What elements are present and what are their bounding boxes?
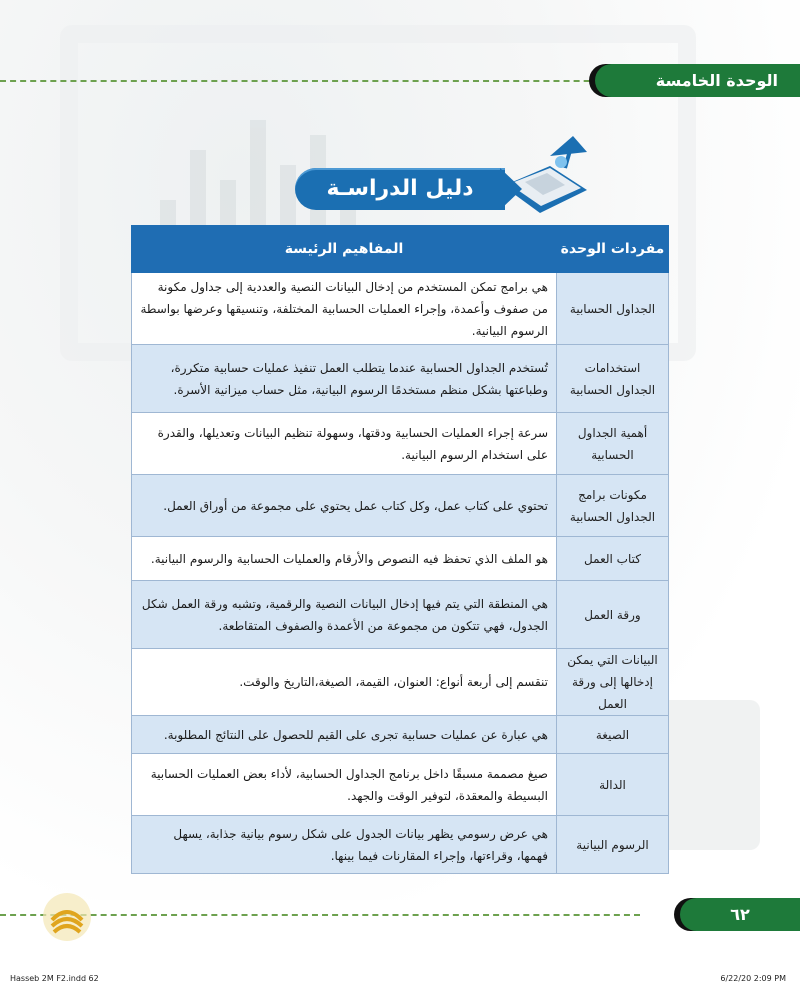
table-row xyxy=(132,649,669,716)
table-row xyxy=(132,581,669,649)
table-row xyxy=(132,754,669,816)
table-row xyxy=(132,273,669,345)
definition-cell: صيغ مصممة مسبقًا داخل برنامج الجداول الحسابية، لأداء بعض العمليات الحسابية البسيطة والمعقدة، لتوفير الوقت والجهد. xyxy=(132,754,557,816)
term-cell: الدالة xyxy=(557,754,669,816)
term-cell: استخدامات الجداول الحسابية xyxy=(557,345,669,413)
definition-cell: تحتوي على كتاب عمل، وكل كتاب عمل يحتوي على مجموعة من أوراق العمل. xyxy=(132,475,557,537)
definition-cell: هي عرض رسومي يظهر بيانات الجدول على شكل رسوم بيانية جذابة، يسهل فهمها، وقراءتها، وإجراء المقارنات فيما بينها. xyxy=(132,816,557,874)
definition-cell: سرعة إجراء العمليات الحسابية ودقتها، وسهولة تنظيم البيانات وتعديلها، والقدرة على استخدام الرسوم البيانية. xyxy=(132,413,557,475)
table-row xyxy=(132,413,669,475)
unit-tab: الوحدة الخامسة xyxy=(595,64,800,97)
definition-cell: هي برامج تمكن المستخدم من إدخال البيانات النصية والعددية إلى جداول مكونة من صفوف وأعمدة، وإجراء العمليات الحسابية المختلفة، وتنسيقها وعرضها بواسطة الرسوم البيانية. xyxy=(132,273,557,345)
term-cell: ورقة العمل xyxy=(557,581,669,649)
publisher-logo-icon xyxy=(40,890,95,945)
top-dashed-rule xyxy=(0,80,640,82)
term-cell: أهمية الجداول الحسابية xyxy=(557,413,669,475)
banner-arrow xyxy=(500,168,522,210)
definition-cell: هو الملف الذي تحفظ فيه النصوص والأرقام والعمليات الحسابية والرسوم البيانية. xyxy=(132,537,557,581)
term-cell: الصيغة xyxy=(557,716,669,754)
term-cell: الجداول الحسابية xyxy=(557,273,669,345)
table-header-row xyxy=(132,226,669,273)
table-row xyxy=(132,475,669,537)
file-info: Hasseb 2M F2.indd 62 xyxy=(10,974,99,983)
definition-cell: هي المنطقة التي يتم فيها إدخال البيانات النصية والرقمية، وتشبه ورقة العمل شكل الجدول، فهي تتكون من مجموعة من الأعمدة والصفوف المتقاطعة. xyxy=(132,581,557,649)
definition-cell: تنقسم إلى أربعة أنواع: العنوان، القيمة، الصيغة،التاريخ والوقت. xyxy=(132,649,557,716)
term-cell: كتاب العمل xyxy=(557,537,669,581)
bottom-dashed-rule xyxy=(0,914,640,916)
definition-cell: تُستخدم الجداول الحسابية عندما يتطلب العمل تنفيذ عمليات حسابية متكررة، وطباعتها بشكل منظم مستخدمًا الرسوم البيانية، مثل حساب ميزانية الأسرة. xyxy=(132,345,557,413)
column-header-terms: مفردات الوحدة xyxy=(557,226,669,273)
table-row xyxy=(132,537,669,581)
study-guide-banner: دليل الدراسـة xyxy=(295,168,505,210)
table-row xyxy=(132,816,669,874)
definition-cell: هي عبارة عن عمليات حسابية تجرى على القيم للحصول على النتائج المطلوبة. xyxy=(132,716,557,754)
table-row xyxy=(132,345,669,413)
term-cell: مكونات برامج الجداول الحسابية xyxy=(557,475,669,537)
term-cell: الرسوم البيانية xyxy=(557,816,669,874)
study-guide-table xyxy=(131,225,669,874)
table-row xyxy=(132,716,669,754)
column-header-concepts: المفاهيم الرئيسة xyxy=(132,226,557,273)
print-timestamp: 6/22/20 2:09 PM xyxy=(720,974,786,983)
term-cell: البيانات التي يمكن إدخالها إلى ورقة العمل xyxy=(557,649,669,716)
page-number-tab: ٦٢ xyxy=(680,898,800,931)
